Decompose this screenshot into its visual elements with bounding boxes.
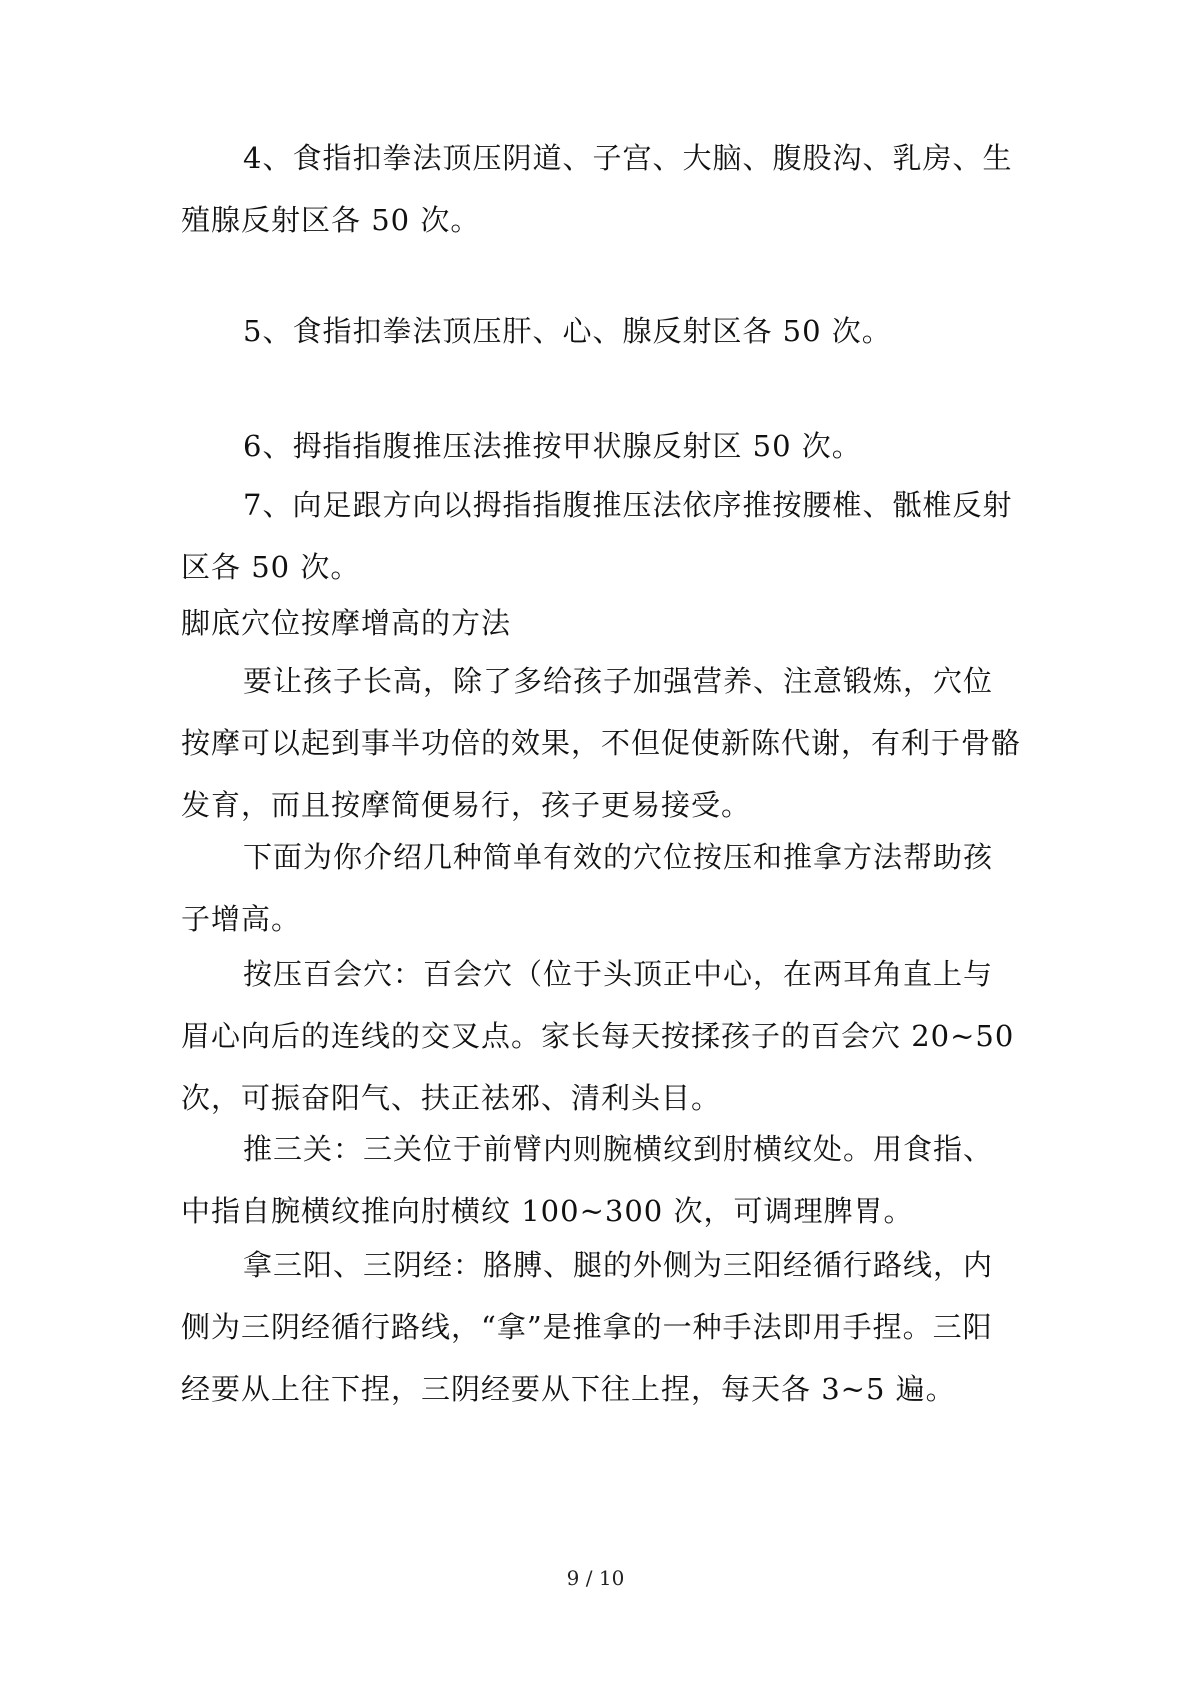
paragraph-intro: 要让孩子长高，除了多给孩子加强营养、注意锻炼，穴位按摩可以起到事半功倍的效果，不但促使新陈代谢，有利于骨骼发育，而且按摩简便易行，孩子更易接受。 [181,664,1022,822]
paragraph-methods: 下面为你介绍几种简单有效的穴位按压和推拿方法帮助孩子增高。 [181,840,994,936]
paragraph-step-5: 5、食指扣拳法顶压肝、心、腺反射区各 50 次。 [243,314,892,348]
page-number: 9 / 10 [566,1566,625,1590]
section-heading: 脚底穴位按摩增高的方法 [181,606,512,640]
paragraph-sanyang: 拿三阳、三阴经：胳膊、腿的外侧为三阳经循行路线，内侧为三阴经循行路线，“拿”是推拿的一种手法即用手捏。三阳经要从上往下捏，三阴经要从下往上捏，每天各 3~5 遍。 [181,1248,994,1406]
paragraph-baihui: 按压百会穴：百会穴（位于头顶正中心，在两耳角直上与眉心向后的连线的交叉点。家长每天按揉孩子的百会穴 20~50 次，可振奋阳气、扶正祛邪、清利头目。 [181,957,1015,1115]
paragraph-sanguan: 推三关：三关位于前臂内则腕横纹到肘横纹处。用食指、中指自腕横纹推向肘横纹 100~300 次，可调理脾胃。 [181,1132,994,1228]
paragraph-step-4: 4、食指扣拳法顶压阴道、子宫、大脑、腹股沟、乳房、生殖腺反射区各 50 次。 [181,141,1013,237]
paragraph-step-6: 6、拇指指腹推压法推按甲状腺反射区 50 次。 [243,429,862,463]
paragraph-step-7: 7、向足跟方向以拇指指腹推压法依序推按腰椎、骶椎反射区各 50 次。 [181,488,1013,584]
